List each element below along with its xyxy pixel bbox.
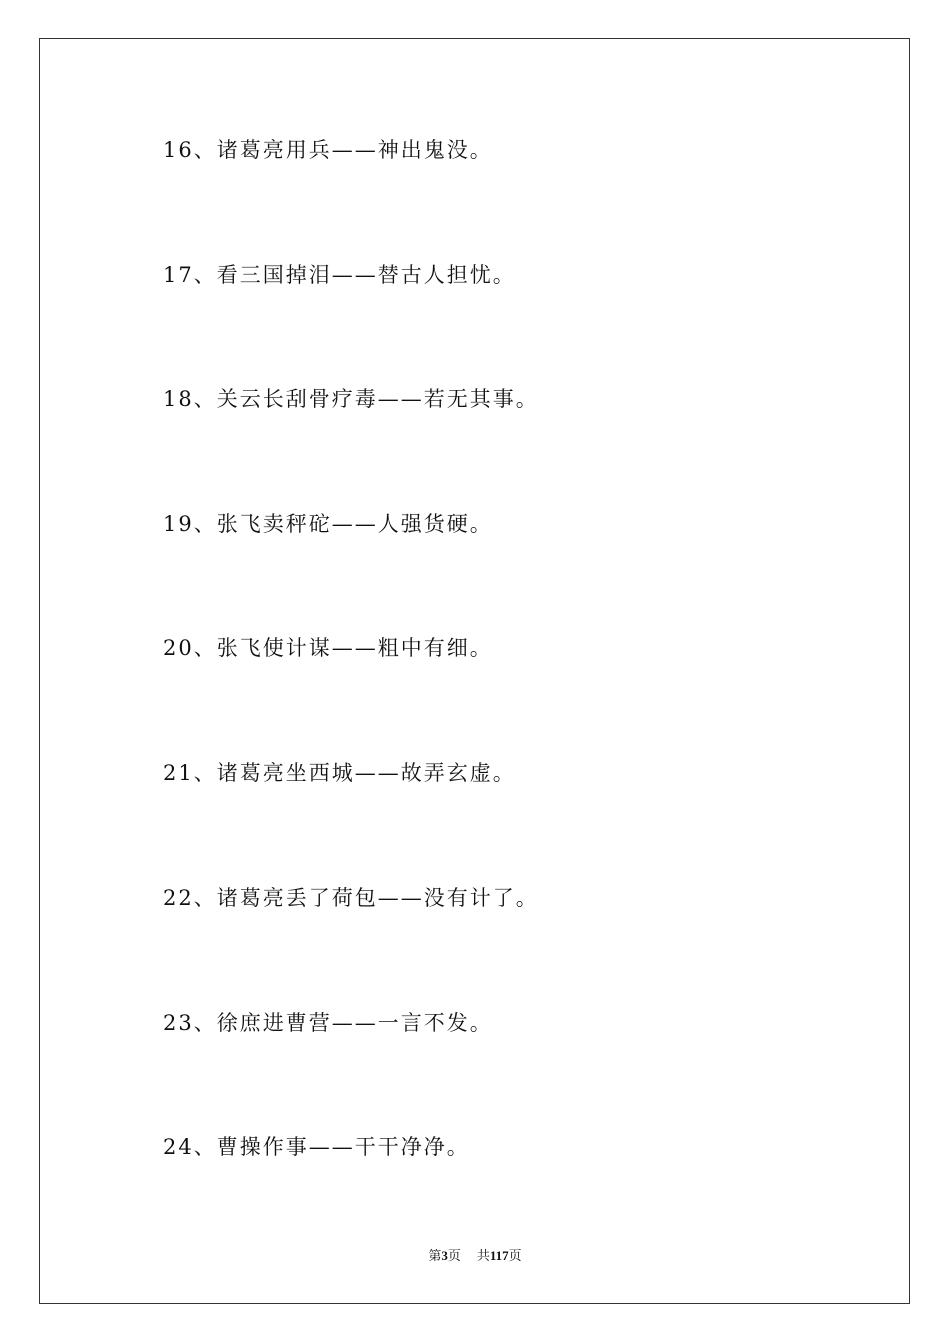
list-item: 23、徐庶进曹营——一言不发。 [163, 1011, 493, 1035]
list-item: 22、诸葛亮丢了荷包——没有计了。 [163, 886, 539, 910]
entry-list [163, 0, 863, 1240]
list-item: 24、曹操作事——干干净净。 [163, 1135, 470, 1159]
list-item: 20、张飞使计谋——粗中有细。 [163, 636, 493, 660]
page-prefix: 第 [428, 1248, 442, 1263]
total-pages: 117 [489, 1248, 509, 1263]
page-footer [0, 1247, 950, 1265]
list-item: 18、关云长刮骨疗毒——若无其事。 [163, 387, 539, 411]
page-number: 3 [441, 1248, 448, 1263]
list-item: 19、张飞卖秤砣——人强货硬。 [163, 512, 493, 536]
list-item: 16、诸葛亮用兵——神出鬼没。 [163, 138, 493, 162]
total-prefix: 共 [476, 1248, 490, 1263]
total-suffix: 页 [508, 1248, 522, 1263]
list-item: 21、诸葛亮坐西城——故弄玄虚。 [163, 761, 516, 785]
page-suffix: 页 [447, 1248, 461, 1263]
list-item: 17、看三国掉泪——替古人担忧。 [163, 263, 516, 287]
